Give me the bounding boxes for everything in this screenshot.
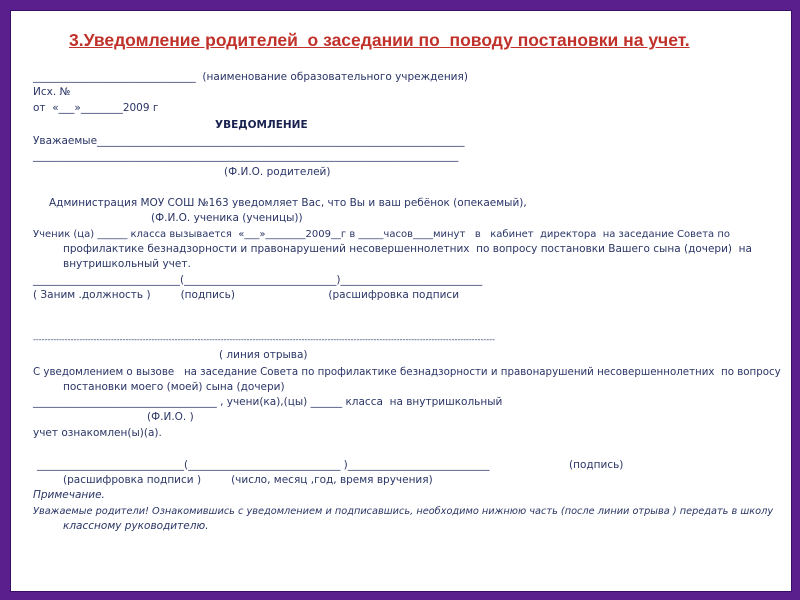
student-call-line-2: профилактике безнадзорности и правонарушений несовершеннолетних по вопросу постановки Вашего сына (дочери) на <box>63 243 752 255</box>
notice-document <box>11 11 791 591</box>
acknowledgement-fio-caption: (Ф.И.О. ) <box>147 411 194 423</box>
signature-line-2: ____________________________(_____________________________ )___________________________ <box>37 459 490 471</box>
signature-line: ____________________________(_____________________________)___________________________ <box>33 274 483 286</box>
signature-labels: ( Заним .должность ) (подпись) (расшифровка подписи <box>33 289 460 301</box>
acknowledgement-line-4: учет ознакомлен(ы)(а). <box>33 427 162 439</box>
student-fio-caption: (Ф.И.О. ученика (ученицы)) <box>151 212 303 224</box>
signature-caption-2: (подпись) <box>569 459 624 471</box>
note-heading: Примечание. <box>33 489 105 501</box>
parents-fio-caption: (Ф.И.О. родителей) <box>224 166 331 178</box>
student-call-line-3: внутришкольный учет. <box>63 258 191 270</box>
note-line-2: классному руководителю. <box>63 520 209 532</box>
dear-line: Уважаемые______________________________________________________________________ <box>33 135 465 147</box>
dear-line-2: _________________________________________________________________________________ <box>33 150 459 162</box>
cut-line: ---------------------------------------------------------------------------------------------------------------------------------------------------------------- <box>33 335 495 344</box>
slide <box>10 10 792 592</box>
student-call-line-1: Ученик (ца) ______ класса вызывается «___»________2009__г в _____часов____минут в кабинет директора на заседание Совета по <box>33 229 730 240</box>
notice-heading: УВЕДОМЛЕНИЕ <box>215 119 308 131</box>
acknowledgement-line-2: постановки моего (моей) сына (дочери) <box>63 381 285 393</box>
admin-statement: Администрация МОУ СОШ №163 уведомляет Вас, что Вы и ваш ребёнок (опекаемый), <box>49 197 527 209</box>
page-title: 3.Уведомление родителей о заседании по поводу постановки на учет. <box>69 30 690 50</box>
cut-line-label: ( линия отрыва) <box>219 349 308 361</box>
ref-number: Исх. № <box>33 86 71 98</box>
acknowledgement-line-1: С уведомлением о вызове на заседание Совета по профилактике безнадзорности и правонарушений несовершеннолетних по вопросу <box>33 366 781 378</box>
note-line-1: Уважаемые родители! Ознакомившись с уведомлением и подписавшись, необходимо нижнюю часть (после линии отрыва ) передать в школу <box>33 506 774 517</box>
date-line: от «___»________2009 г <box>33 102 159 114</box>
acknowledgement-line-3: ___________________________________ , учени(ка),(цы) ______ класса на внутришкольный <box>33 396 503 408</box>
signature-labels-2: (расшифровка подписи ) (число, месяц ,год, время вручения) <box>63 474 433 486</box>
org-name-line: _______________________________ (наименование образовательного учреждения) <box>33 71 468 83</box>
